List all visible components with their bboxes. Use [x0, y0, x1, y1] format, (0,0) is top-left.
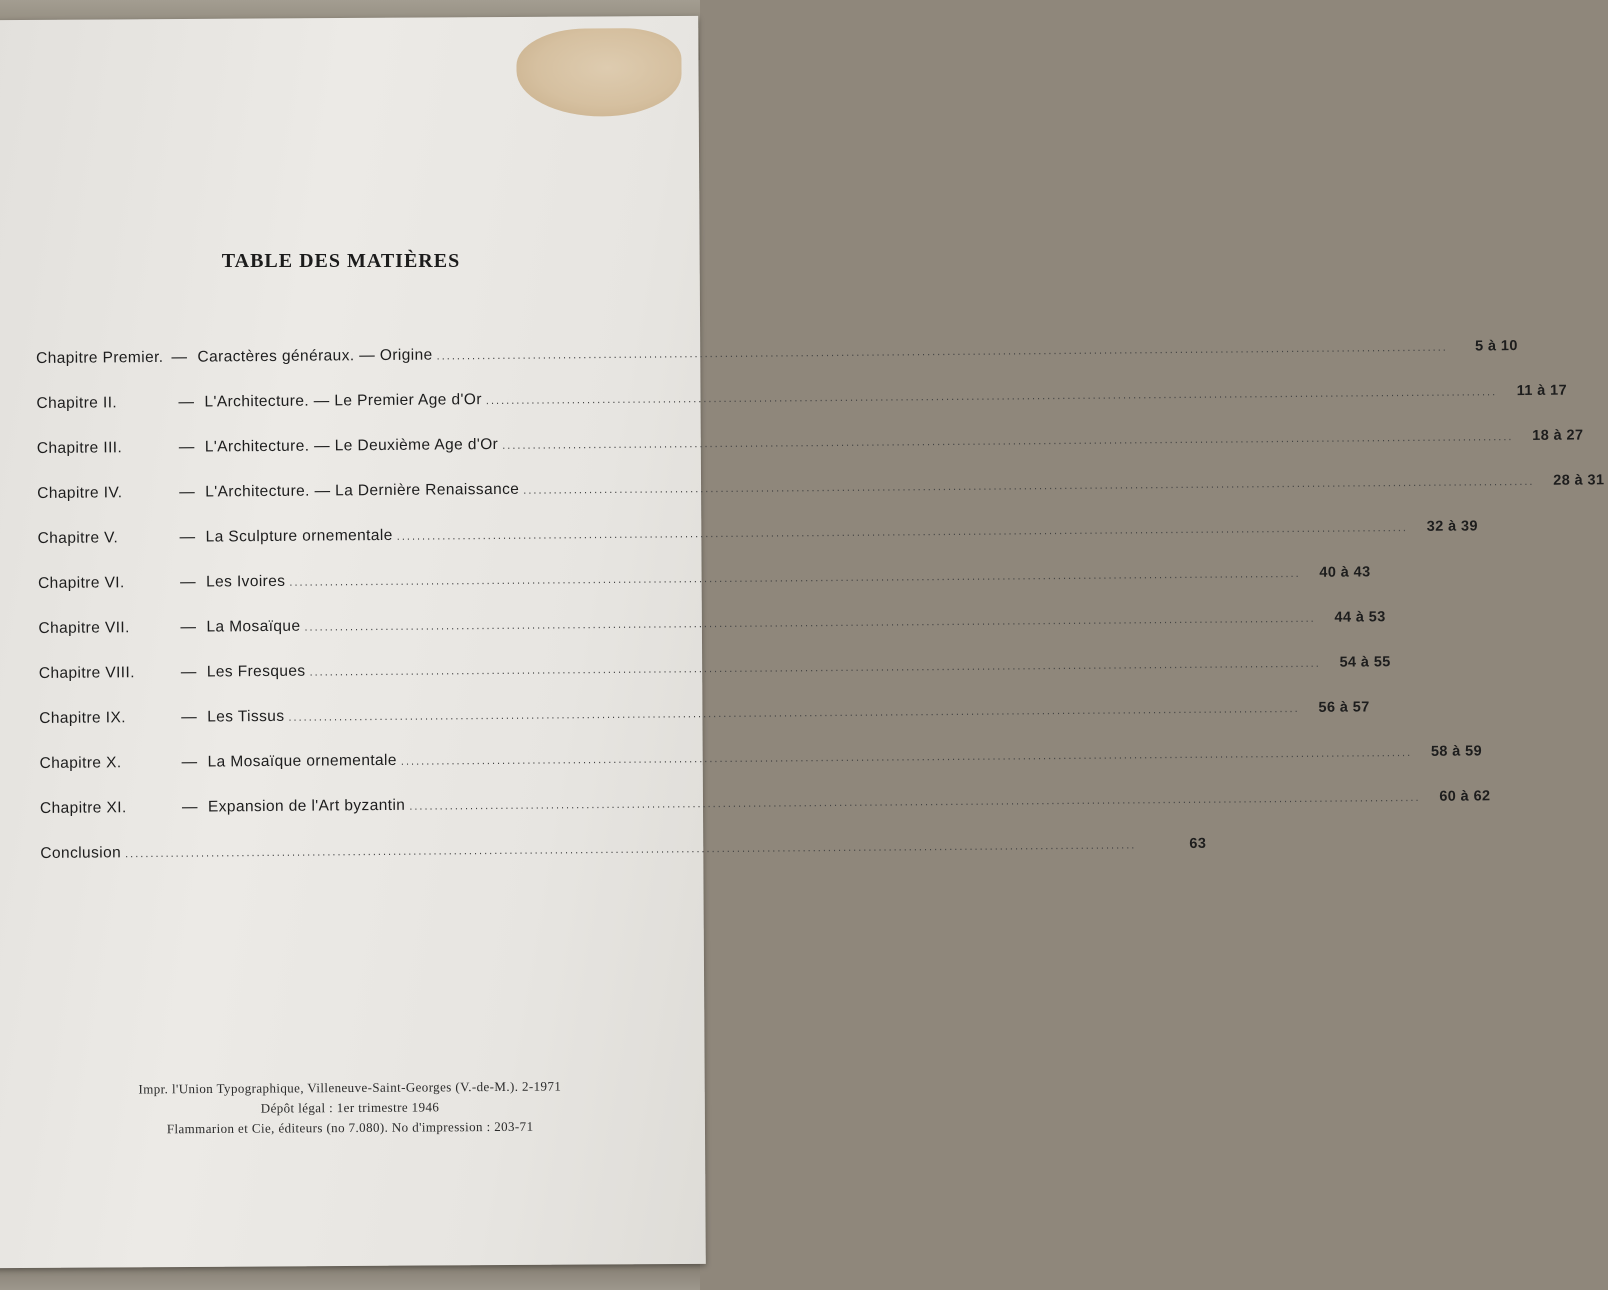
chapter-subject: Les Tissus: [207, 707, 285, 726]
chapter-label: Chapitre II.: [36, 394, 118, 412]
chapter-label: Chapitre X.: [39, 754, 122, 772]
chapter-subject: Les Fresques: [206, 662, 306, 681]
chapter-label: Chapitre III.: [36, 439, 123, 457]
toc-row: [36, 427, 1584, 485]
page-range: 32 à 39: [1426, 518, 1479, 535]
leader-dots: ........................................................................................................................................................................................................: [396, 522, 1409, 543]
page-range: 60 à 62: [1439, 788, 1491, 805]
page-range: 5 à 10: [1475, 338, 1518, 355]
page-range: 40 à 43: [1319, 564, 1371, 581]
dash: —: [179, 483, 196, 501]
toc-row-conclusion: [40, 835, 1207, 890]
page-range: 63: [1189, 835, 1207, 852]
chapter-subject: L'Architecture. — La Dernière Renaissance: [205, 480, 520, 501]
chapter-subject: La Mosaïque: [206, 617, 301, 636]
chapter-subject: La Sculpture ornementale: [205, 526, 393, 546]
leader-dots: ........................................................................................................................................................................................................: [436, 341, 1448, 363]
chapter-label: Chapitre VII.: [38, 619, 130, 637]
chapter-label: Chapitre VIII.: [38, 664, 135, 682]
page-range: 58 à 59: [1430, 743, 1483, 760]
leader-dots: ........................................................................................................................................................................................................: [400, 747, 1413, 768]
chapter-subject: L'Architecture. — Le Premier Age d'Or: [204, 391, 482, 411]
leader-dots: ........................................................................................................................................................................................................: [125, 839, 1137, 861]
chapter-label: Chapitre Premier.: [36, 348, 164, 367]
chapter-label: Chapitre VI.: [37, 574, 125, 592]
dash: —: [181, 753, 198, 771]
page-range: 28 à 31: [1553, 472, 1605, 489]
chapter-label: Chapitre XI.: [39, 799, 127, 817]
page-stain: [516, 28, 682, 117]
page-range: 54 à 55: [1339, 654, 1391, 671]
dash: —: [180, 618, 197, 636]
chapter-label: Chapitre IV.: [37, 484, 123, 502]
dash: —: [181, 798, 198, 816]
leader-dots: ........................................................................................................................................................................................................: [288, 702, 1300, 724]
chapter-subject: Expansion de l'Art byzantin: [207, 796, 406, 816]
chapter-label: Chapitre IX.: [39, 709, 126, 727]
imprint-line-publisher: Flammarion et Cie, éditeurs (no 7.080). No d'impression : 203-71: [166, 1118, 534, 1137]
toc-row: [36, 338, 1518, 395]
dash: —: [179, 528, 196, 546]
leader-dots: ........................................................................................................................................................................................................: [309, 657, 1321, 679]
dash: —: [178, 393, 195, 411]
chapter-label: Chapitre V.: [37, 529, 119, 547]
page-range: 44 à 53: [1334, 609, 1386, 626]
chapter-subject: Caractères généraux. — Origine: [197, 346, 433, 366]
leader-dots: ........................................................................................................................................................................................................: [409, 791, 1421, 813]
leader-dots: ........................................................................................................................................................................................................: [289, 567, 1301, 589]
chapter-subject: Les Ivoires: [205, 572, 286, 591]
page-range: 56 à 57: [1318, 699, 1370, 716]
page-title: TABLE DES MATIÈRES: [221, 250, 461, 272]
toc-row: [39, 699, 1370, 755]
conclusion-label: Conclusion: [40, 844, 122, 862]
chapter-subject: La Mosaïque ornementale: [207, 751, 397, 771]
toc-row: [37, 564, 1371, 620]
imprint-line-legal-deposit: Dépôt légal : 1er trimestre 1946: [260, 1099, 440, 1116]
imprint-line-printer: Impr. l'Union Typographique, Villeneuve-Saint-Georges (V.-de-M.). 2-1971: [138, 1078, 562, 1097]
dash: —: [178, 438, 195, 456]
dash: —: [180, 663, 197, 681]
chapter-subject: L'Architecture. — Le Deuxième Age d'Or: [204, 435, 499, 456]
dash: —: [179, 573, 197, 591]
leader-dots: ........................................................................................................................................................................................................: [304, 612, 1316, 634]
dash: —: [181, 708, 198, 726]
table-of-contents: [36, 338, 1605, 890]
page-range: 18 à 27: [1532, 427, 1584, 444]
page-range: 11 à 17: [1516, 382, 1568, 400]
leader-dots: ........................................................................................................................................................................................................: [523, 475, 1535, 497]
printer-imprint: [0, 1076, 700, 1141]
leader-dots: ........................................................................................................................................................................................................: [502, 431, 1514, 452]
dash: —: [171, 348, 188, 366]
leader-dots: ........................................................................................................................................................................................................: [485, 386, 1498, 408]
